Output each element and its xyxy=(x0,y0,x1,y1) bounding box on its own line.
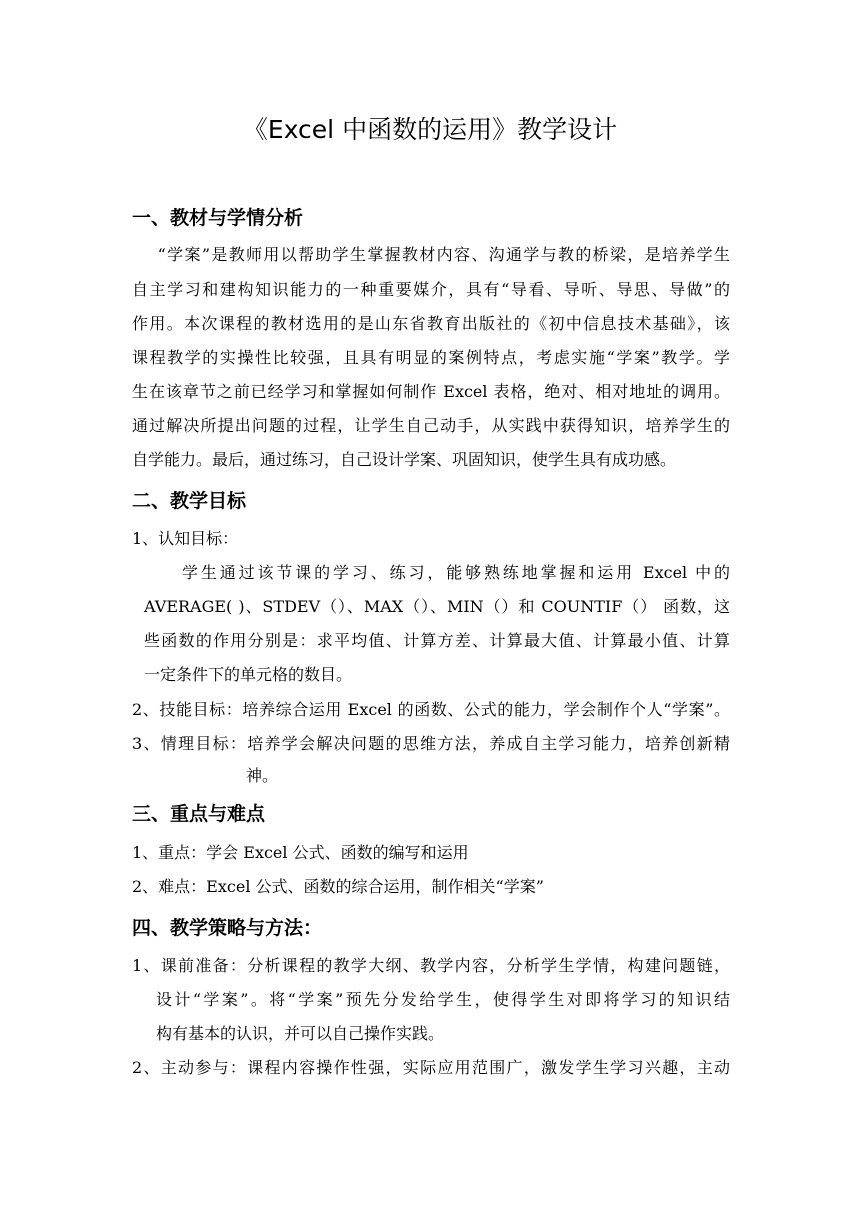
objective-line: AVERAGE( )、STDEV（）、MAX（）、MIN（）和 COUNTIF（） 函数，这 xyxy=(144,597,730,616)
document-title: 《Excel 中函数的运用》教学设计 xyxy=(242,115,618,144)
difficulty-item: 2、难点：Excel 公式、函数的综合运用，制作相关“学案” xyxy=(132,877,544,896)
paragraph-line: 自主学习和建构知识能力的一种重要媒介，具有“导看、导听、导思、导做”的 xyxy=(132,280,730,299)
section-heading-objectives: 二、教学目标 xyxy=(132,490,247,512)
section-heading-strategy: 四、教学策略与方法： xyxy=(132,917,323,939)
section-heading-keypoints: 三、重点与难点 xyxy=(132,803,266,825)
objective-line: 些函数的作用分别是：求平均值、计算方差、计算最大值、计算最小值、计算 xyxy=(144,631,730,650)
paragraph-line: 作用。本次课程的教材选用的是山东省教育出版社的《初中信息技术基础》，该 xyxy=(132,314,730,333)
objective-label-cognitive: 1、认知目标： xyxy=(132,529,239,548)
strategy-line: 构有基本的认识，并可以自己操作实践。 xyxy=(156,1024,445,1043)
paragraph-line: 生在该章节之前已经学习和掌握如何制作 Excel 表格，绝对、相对地址的调用。 xyxy=(132,382,730,401)
strategy-participation: 2、主动参与：课程内容操作性强，实际应用范围广，激发学生学习兴趣，主动 xyxy=(132,1058,730,1077)
paragraph-line: 自学能力。最后，通过练习，自己设计学案、巩固知识，使学生具有成功感。 xyxy=(132,450,677,469)
objective-line: 一定条件下的单元格的数目。 xyxy=(144,665,353,684)
paragraph-line: “学案”是教师用以帮助学生掌握教材内容、沟通学与教的桥梁，是培养学生 xyxy=(132,245,730,264)
strategy-line: 1、课前准备：分析课程的教学大纲、教学内容，分析学生学情，构建问题链， xyxy=(132,956,730,975)
paragraph-line: 通过解决所提出问题的过程，让学生自己动手，从实践中获得知识，培养学生的 xyxy=(132,416,730,435)
strategy-line: 设计“学案”。将“学案”预先分发给学生，使得学生对即将学习的知识结 xyxy=(156,990,730,1009)
objective-attitude: 3、情理目标：培养学会解决问题的思维方法，养成自主学习能力，培养创新精 xyxy=(132,734,730,753)
paragraph-line: 课程教学的实操性比较强，且具有明显的案例特点，考虑实施“学案”教学。学 xyxy=(132,348,730,367)
keypoint-item: 1、重点：学会 Excel 公式、函数的编写和运用 xyxy=(132,843,469,862)
objective-attitude-cont: 神。 xyxy=(246,766,279,785)
objective-skill: 2、技能目标：培养综合运用 Excel 的函数、公式的能力，学会制作个人“学案”。 xyxy=(132,700,730,719)
objective-line: 学生通过该节课的学习、练习，能够熟练地掌握和运用 Excel 中的 xyxy=(182,563,730,582)
section-heading-materials: 一、教材与学情分析 xyxy=(132,207,304,229)
